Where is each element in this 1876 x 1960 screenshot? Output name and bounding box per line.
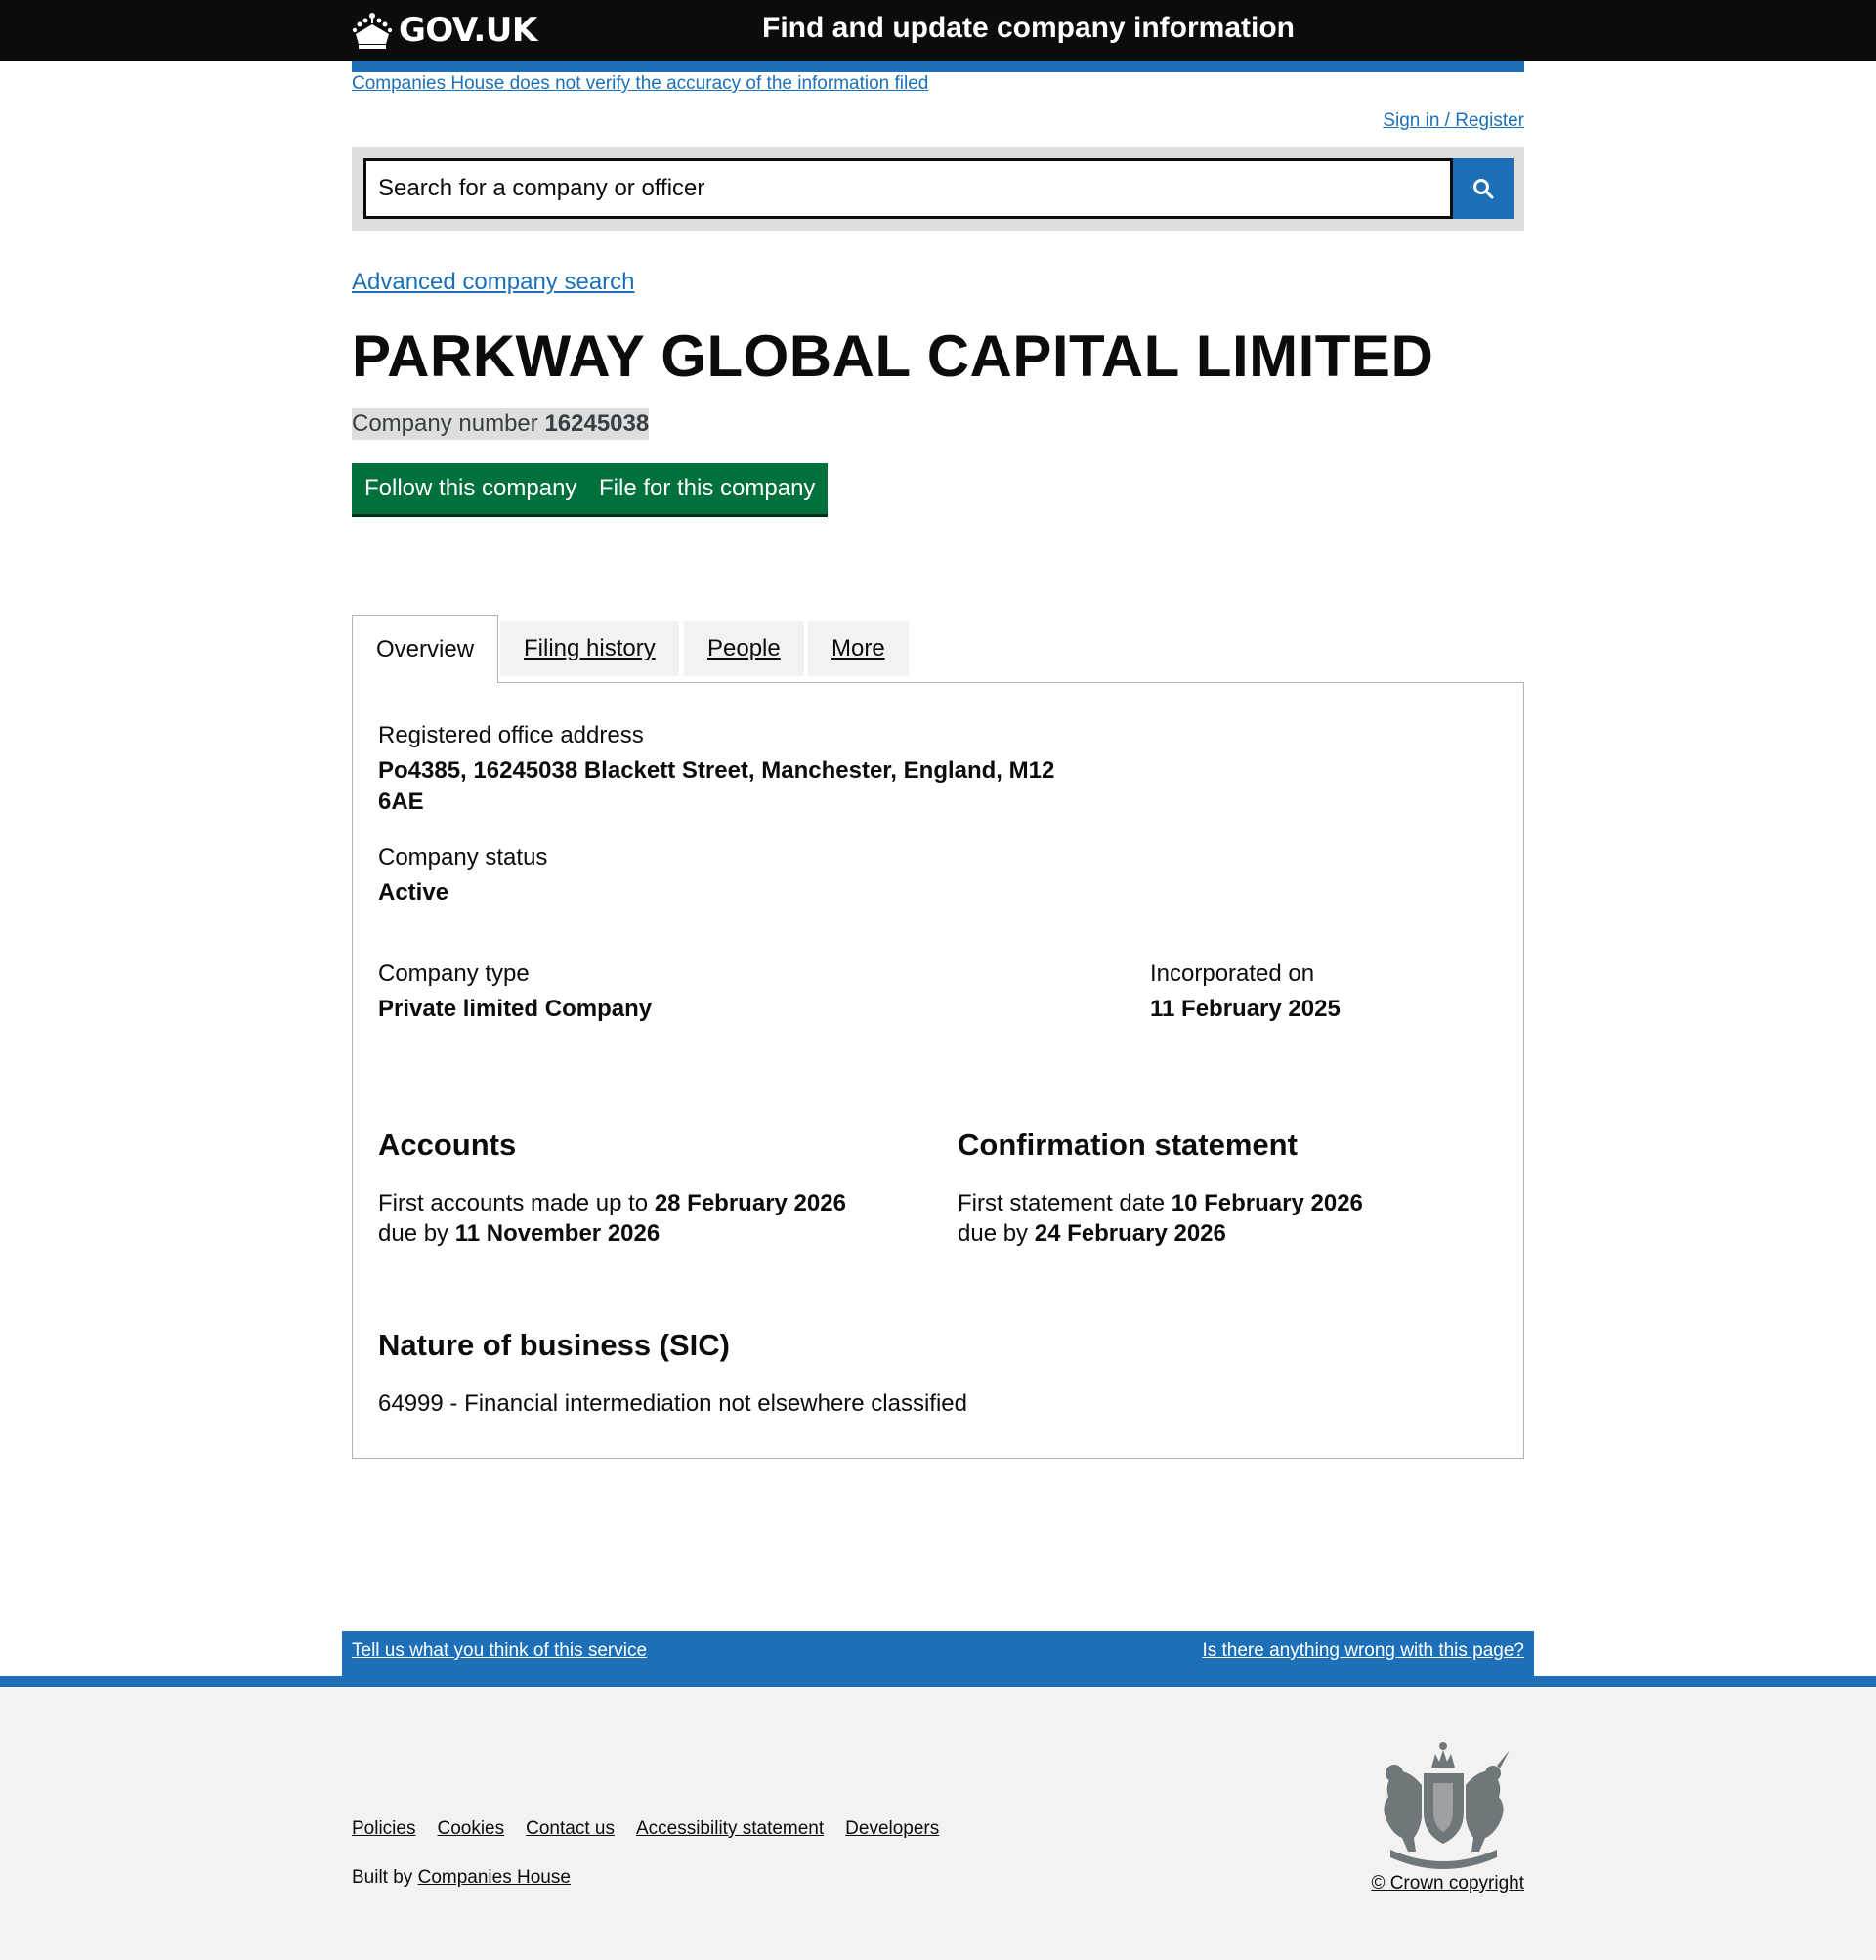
- confirmation-line2: [958, 1218, 1226, 1249]
- crown-copyright-link[interactable]: © Crown copyright: [1371, 1873, 1524, 1894]
- incorporated-label: Incorporated on: [1150, 960, 1315, 987]
- accounts-line2: [378, 1218, 660, 1249]
- feedback-bar: [342, 1631, 1534, 1676]
- tab-filing-history[interactable]: Filing history: [500, 621, 679, 676]
- overview-panel: [352, 682, 1524, 1459]
- advanced-search-link[interactable]: Advanced company search: [352, 269, 635, 295]
- confirmation-heading: Confirmation statement: [958, 1128, 1298, 1162]
- header-blue-strip: [352, 61, 1524, 72]
- tab-people[interactable]: People: [684, 621, 804, 676]
- footer-links: [352, 1818, 939, 1840]
- built-by: [352, 1867, 571, 1889]
- logo-text: GOV.UK: [399, 11, 537, 50]
- company-type-value: Private limited Company: [378, 996, 653, 1022]
- header-bar: [0, 0, 1876, 61]
- accounts-line1-prefix: First accounts made up to: [378, 1190, 649, 1216]
- confirmation-line1-prefix: First statement date: [958, 1190, 1166, 1216]
- company-type-label: Company type: [378, 960, 530, 987]
- footer: [0, 1687, 1876, 1960]
- footer-link-cookies[interactable]: Cookies: [437, 1818, 505, 1839]
- built-by-prefix: Built by: [352, 1867, 413, 1888]
- tab-more[interactable]: More: [808, 621, 909, 676]
- accounts-made-up-date: 28 February 2026: [654, 1190, 846, 1216]
- service-name[interactable]: Find and update company information: [762, 12, 1296, 44]
- search-bar: [352, 147, 1524, 231]
- sign-in-link[interactable]: Sign in / Register: [1383, 110, 1524, 131]
- footer-link-contact-us[interactable]: Contact us: [526, 1818, 615, 1839]
- search-button[interactable]: [1453, 158, 1514, 219]
- sic-item: 64999 - Financial intermediation not elsewhere classified: [378, 1390, 967, 1417]
- address-label: Registered office address: [378, 722, 644, 748]
- accounts-line1: [378, 1188, 846, 1218]
- status-value: Active: [378, 879, 449, 906]
- company-name: PARKWAY GLOBAL CAPITAL LIMITED: [352, 323, 1434, 389]
- accounts-line2-prefix: due by: [378, 1220, 449, 1247]
- footer-link-accessibility[interactable]: Accessibility statement: [635, 1818, 825, 1839]
- footer-link-policies[interactable]: Policies: [352, 1818, 416, 1839]
- search-input[interactable]: [363, 158, 1453, 219]
- confirmation-line1: [958, 1188, 1363, 1218]
- disclaimer-link[interactable]: Companies House does not verify the accuracy of the information filed: [352, 73, 929, 94]
- govuk-logo[interactable]: [352, 10, 537, 51]
- footer-link-developers[interactable]: Developers: [845, 1818, 940, 1839]
- address-line1: Po4385, 16245038 Blackett Street, Manchester, England, M12: [378, 757, 1055, 784]
- search-icon: [1471, 177, 1495, 200]
- confirmation-statement-date: 10 February 2026: [1171, 1190, 1363, 1216]
- follow-company-button[interactable]: Follow this company: [352, 463, 589, 514]
- tab-overview[interactable]: Overview: [352, 615, 498, 683]
- report-problem-link[interactable]: Is there anything wrong with this page?: [1202, 1640, 1524, 1661]
- accounts-heading: Accounts: [378, 1128, 517, 1162]
- footer-top-line: [0, 1676, 1876, 1687]
- feedback-link[interactable]: Tell us what you think of this service: [352, 1640, 648, 1661]
- accounts-due-date: 11 November 2026: [454, 1220, 661, 1247]
- company-number-value: 16245038: [544, 410, 650, 437]
- address-line2: 6AE: [378, 788, 424, 815]
- company-number: [352, 408, 649, 440]
- confirmation-line2-prefix: due by: [958, 1220, 1029, 1247]
- status-label: Company status: [378, 844, 548, 871]
- company-number-label: Company number: [352, 410, 538, 437]
- file-for-company-button[interactable]: File for this company: [586, 463, 828, 514]
- crown-icon: [352, 11, 393, 50]
- companies-house-link[interactable]: Companies House: [417, 1867, 571, 1888]
- royal-coat-of-arms-icon: [1363, 1736, 1524, 1873]
- confirmation-due-date: 24 February 2026: [1034, 1220, 1226, 1247]
- sic-heading: Nature of business (SIC): [378, 1328, 730, 1362]
- incorporated-value: 11 February 2025: [1150, 996, 1341, 1022]
